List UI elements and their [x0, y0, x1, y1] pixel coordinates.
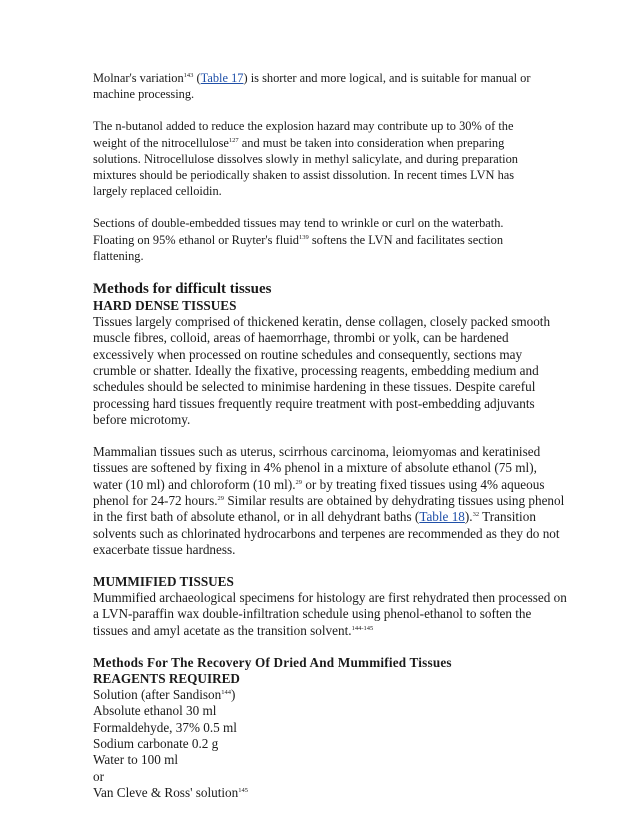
text-line: machine processing.	[93, 87, 195, 102]
text-run: (	[193, 71, 201, 85]
paragraph-mummified	[93, 590, 567, 639]
paragraph-molnar	[93, 70, 563, 102]
text-line: flattening.	[93, 248, 144, 263]
text-line: Mammalian tissues such as uterus, scirrhous carcinoma, leiomyomas and keratinised	[93, 444, 541, 460]
document-page	[93, 70, 567, 801]
text-line: a LVN-paraffin wax double-infiltration schedule using phenol-ethanol to soften the	[93, 606, 532, 622]
text-run: Solution (after Sandison	[93, 687, 222, 703]
reagent-line: or	[93, 768, 104, 784]
text-run: Floating on 95% ethanol or Ruyter's fluid	[93, 232, 299, 247]
text-line: before microtomy.	[93, 411, 191, 427]
text-run: tissues and amyl acetate as the transition solvent.	[93, 622, 352, 638]
text-line: largely replaced celloidin.	[93, 184, 222, 199]
citation-superscript: 127	[228, 136, 239, 144]
text-line	[93, 509, 563, 525]
text-run: ).	[464, 509, 473, 525]
reagent-line	[93, 687, 563, 703]
table-18-link[interactable]: Table 18	[419, 509, 465, 525]
reagent-line: Absolute ethanol 30 ml	[93, 703, 217, 719]
reagent-line: Water to 100 ml	[93, 752, 179, 768]
text-line: Mummified archaeological specimens for histology are first rehydrated then processed on	[93, 590, 567, 606]
paragraph-n-butanol	[93, 118, 563, 199]
text-line: schedules should be selected to minimise hardening in these tissues. Despite careful	[93, 379, 536, 395]
citation-superscript: 32	[472, 511, 480, 519]
text-run: ) is shorter and more logical, and is suitable for manual or	[243, 71, 531, 85]
citation-superscript: 143	[183, 72, 194, 79]
citation-superscript: 144-145	[351, 624, 374, 632]
text-run: softens the LVN and facilitates section	[308, 232, 504, 247]
reagent-line: Sodium carbonate 0.2 g	[93, 735, 219, 751]
reagents-required-heading: REAGENTS REQUIRED	[93, 671, 240, 687]
text-line	[93, 70, 563, 86]
text-run: and must be taken into consideration when preparing	[238, 135, 505, 150]
text-run: Transition	[479, 509, 536, 525]
text-line: excessively when processed on routine schedules and consequently, sections may	[93, 346, 523, 362]
text-run: weight of the nitrocellulose	[93, 135, 229, 150]
subsection-heading-recovery: Methods For The Recovery Of Dried And Mummified Tissues	[93, 655, 452, 671]
text-run: water (10 ml) and chloroform (10 ml).	[93, 476, 296, 492]
text-line: solvents such as chlorinated hydrocarbons and terpenes are recommended as they do not	[93, 525, 560, 541]
text-line: The n-butanol added to reduce the explosion hazard may contribute up to 30% of the	[93, 119, 514, 134]
reagent-line	[93, 785, 563, 801]
text-run: Similar results are obtained by dehydrating tissues using phenol	[224, 493, 565, 508]
text-line	[93, 135, 563, 151]
text-run: in the first bath of absolute ethanol, or in all dehydrant baths (	[93, 509, 420, 525]
text-line	[93, 493, 563, 509]
subsection-heading-mummified: MUMMIFIED TISSUES	[93, 574, 234, 590]
table-17-link[interactable]: Table 17	[200, 71, 244, 85]
text-line: tissues are softened by fixing in 4% phenol in a mixture of absolute ethanol (75 ml),	[93, 460, 537, 476]
subsection-heading-hard-dense: HARD DENSE TISSUES	[93, 298, 237, 314]
text-run: )	[230, 687, 236, 703]
paragraph-mammalian	[93, 444, 563, 558]
paragraph-hard-dense	[93, 314, 563, 428]
paragraph-double-embedded	[93, 215, 563, 264]
reagents-list	[93, 687, 563, 801]
text-run: Molnar's variation	[93, 71, 184, 85]
text-line: exacerbate tissue hardness.	[93, 541, 236, 557]
citation-superscript: 145	[238, 786, 248, 794]
text-line: Tissues largely comprised of thickened keratin, dense collagen, closely packed smooth	[93, 314, 551, 330]
text-line: mixtures should be periodically shaken to assist dissolution. In recent times LVN has	[93, 168, 515, 183]
text-line: solutions. Nitrocellulose dissolves slowly in methyl salicylate, and during preparation	[93, 151, 518, 166]
reagent-line: Formaldehyde, 37% 0.5 ml	[93, 719, 237, 735]
text-run: or by treating fixed tissues using 4% aqueous	[302, 476, 545, 492]
citation-superscript: 29	[217, 495, 225, 502]
text-line: crumble or shatter. Ideally the fixative, processing reagents, embedding medium and	[93, 362, 539, 378]
text-line: Sections of double-embedded tissues may tend to wrinkle or curl on the waterbath.	[93, 216, 504, 231]
text-line: muscle fibres, colloid, areas of haemorrhage, thrombi or yolk, can be hardened	[93, 330, 509, 346]
text-line	[93, 232, 563, 248]
text-run: Van Cleve & Ross' solution	[93, 784, 239, 800]
citation-superscript: 144	[221, 689, 231, 697]
citation-superscript: 29	[295, 478, 303, 486]
text-run: phenol for 24-72 hours.	[93, 493, 218, 508]
text-line	[93, 623, 563, 639]
citation-superscript: 139	[298, 233, 309, 241]
section-heading: Methods for difficult tissues	[93, 281, 272, 298]
text-line	[93, 477, 563, 493]
text-line: processing hard tissues frequently require treatment with post-embedding adjuvants	[93, 395, 535, 411]
